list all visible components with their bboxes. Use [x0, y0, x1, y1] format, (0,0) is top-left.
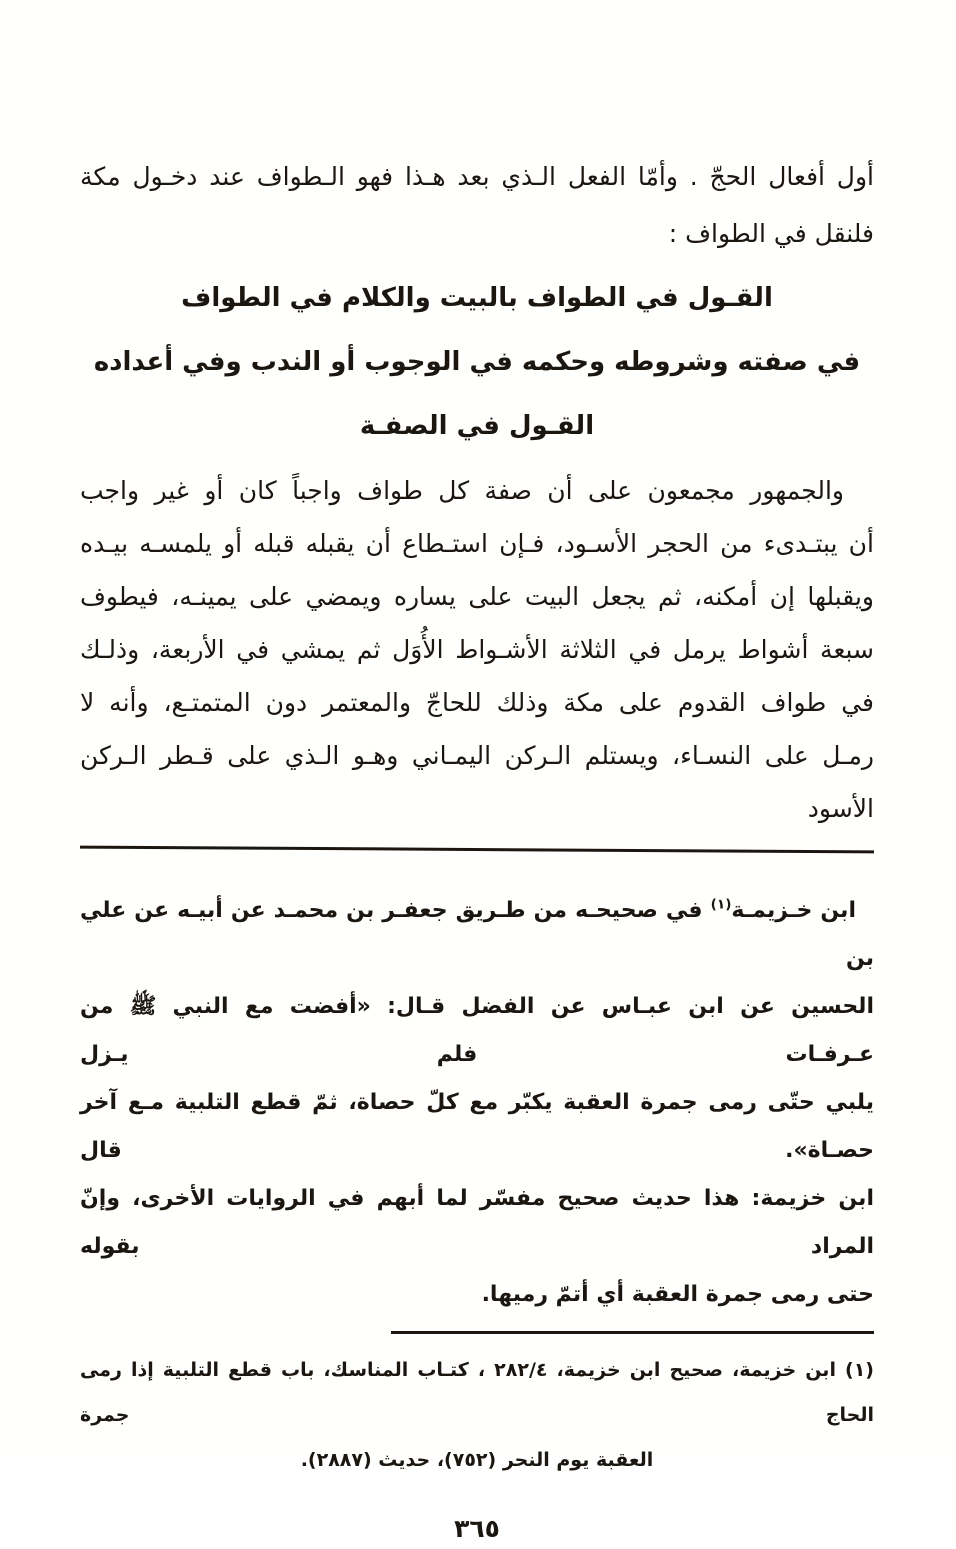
body-paragraph: [80, 464, 874, 835]
commentary-line1-rest: في صحيحـه من طـريق جعفـر بن محمـد عن أبيـه عن علي بن: [80, 898, 874, 971]
body-line: سبعة أشواط يرمل في الثلاثة الأشـواط الأُوَل ثم يمشي في الأربعة، وذلـك: [80, 635, 874, 664]
section-heading: القـول في الصفـة: [359, 411, 595, 441]
body-line: أن يبتـدىء من الحجر الأسـود، فـإن استـطاع أن يقبله قبله أو يلمسـه بيـده: [80, 529, 874, 558]
chapter-heading: القـول في الطواف بالبيت والكلام في الطواف: [181, 283, 773, 313]
footnote-line: [80, 1348, 874, 1438]
page-number: ٣٦٥: [454, 1514, 500, 1543]
intro-line-2: فلنقل في الطواف :: [668, 219, 874, 248]
footnote: [80, 1348, 874, 1483]
commentary-line: [80, 887, 874, 983]
footnote-entry-rest: ، ٢٨٢/٤ ، كتـاب المناسك، باب قطع التلبية إذا رمى الحاج جمرة: [80, 1359, 874, 1426]
commentary-line: يلبي حتّى رمى جمرة العقبة يكبّر مع كلّ حصاة، ثمّ قطع التلبية مـع آخر حصـاة». قال: [80, 1090, 874, 1163]
body-line: الأسود: [807, 794, 874, 823]
footnote-book-title: صحيح ابن خزيمة: [563, 1359, 723, 1381]
commentary-block: [80, 887, 874, 1319]
footnote-ref-marker: (١): [710, 896, 732, 913]
footnote-line: العقبة يوم النحر (٧٥٢)، حديث (٢٨٨٧).: [300, 1449, 654, 1471]
section-divider-line: [80, 846, 874, 854]
intro-line-1: أول أفعال الحجّ . وأمّا الفعل الـذي بعد هـذا فهو الـطواف عند دخـول مكة: [80, 162, 874, 191]
footnote-divider-line: [391, 1331, 874, 1334]
body-line: ويقبلها إن أمكنه، ثم يجعل البيت على يساره ويمضي على يمينـه، فيطوف: [80, 582, 874, 611]
commentary-line: حتى رمى جمرة العقبة أي أتمّ رميها.: [481, 1282, 874, 1307]
body-line: رمـل على النسـاء، ويستلم الـركن اليمـاني وهـو الـذي على قـطر الـركن: [80, 741, 874, 770]
body-line: والجمهور مجمعون على أن صفة كل طواف واجباً كان أو غير واجب: [80, 476, 844, 505]
chapter-subtitle: في صفته وشروطه وحكمه في الوجوب أو الندب وفي أعداده: [93, 347, 861, 377]
commentary-line: ابن خزيمة: هذا حديث صحيح مفسّر لما أبهم في الروايات الأخرى، وإنّ المراد بقوله: [80, 1186, 874, 1259]
commentary-line1-prefix: ابن خـزيمـة: [731, 898, 856, 923]
footnote-entry-prefix: (١) ابن خزيمة،: [723, 1359, 874, 1381]
body-line: في طواف القدوم على مكة وذلك للحاجّ والمعتمر دون المتمتـع، وأنه لا: [80, 688, 874, 717]
commentary-line: الحسين عن ابن عبـاس عن الفضل قـال: «أفضت مع النبي ﷺ من عـرفـات فلم يـزل: [80, 994, 874, 1067]
